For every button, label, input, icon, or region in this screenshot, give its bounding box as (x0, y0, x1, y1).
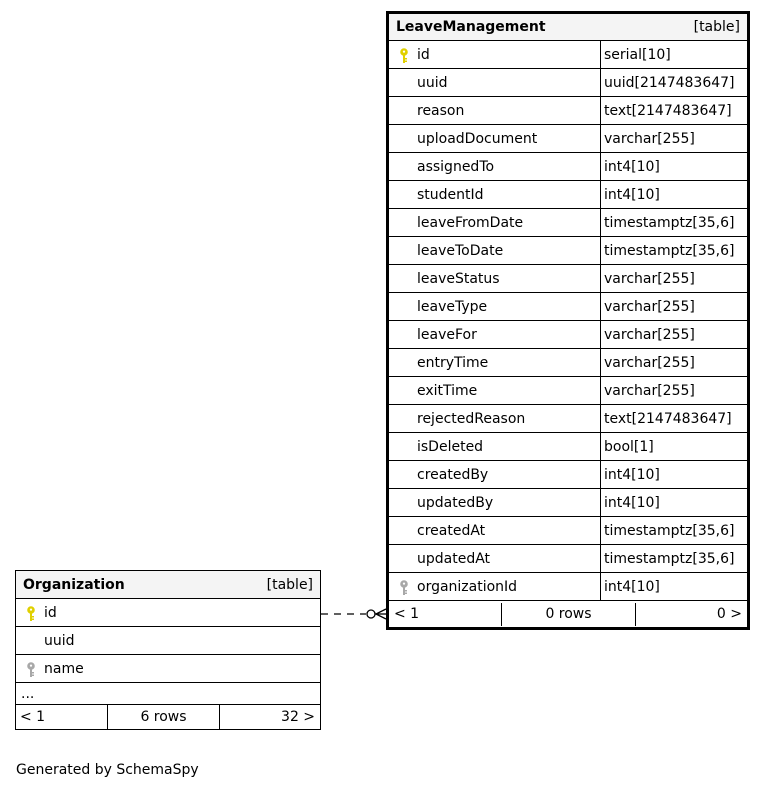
column-name-cell (388, 97, 601, 125)
column-name: createdBy (417, 466, 489, 483)
table-kind: [table] (266, 576, 314, 593)
column-name: updatedAt (417, 550, 491, 567)
column-name-cell (388, 405, 601, 433)
column-type: timestamptz[35,6] (601, 517, 749, 545)
row-count: 0 rows (502, 603, 636, 626)
column-type: varchar[255] (601, 321, 749, 349)
parents-link[interactable]: < 1 (16, 705, 108, 730)
column-name: exitTime (417, 382, 478, 399)
column-type: timestamptz[35,6] (601, 209, 749, 237)
leave-management-table (386, 11, 750, 630)
more-columns-row (16, 683, 321, 705)
primary-key-icon (399, 48, 409, 64)
foreign-key-icon (399, 580, 409, 596)
table-name[interactable]: LeaveManagement (396, 19, 546, 35)
column-name: uuid (44, 632, 75, 649)
column-name: leaveFor (417, 326, 477, 343)
column-name-cell (388, 153, 601, 181)
column-name-cell (16, 599, 321, 627)
column-row[interactable] (388, 97, 749, 125)
column-name-cell (388, 181, 601, 209)
column-row[interactable] (388, 349, 749, 377)
row-count: 6 rows (108, 705, 220, 730)
footer-cell (388, 601, 749, 629)
column-row[interactable] (16, 655, 321, 683)
table-header (388, 13, 749, 41)
column-row[interactable] (388, 573, 749, 601)
generated-by-label: Generated by SchemaSpy (16, 762, 199, 778)
column-name-cell (388, 125, 601, 153)
column-name: entryTime (417, 354, 489, 371)
more-columns-ellipsis: ... (16, 683, 321, 705)
column-row[interactable] (388, 265, 749, 293)
column-name-cell (388, 517, 601, 545)
column-type: timestamptz[35,6] (601, 237, 749, 265)
column-row[interactable] (16, 599, 321, 627)
column-type: serial[10] (601, 41, 749, 69)
column-name-cell (388, 349, 601, 377)
column-name-cell (388, 41, 601, 69)
column-name-cell (388, 293, 601, 321)
column-name: uuid (417, 74, 448, 91)
column-row[interactable] (388, 41, 749, 69)
column-name: uploadDocument (417, 130, 538, 147)
column-name: organizationId (417, 578, 518, 595)
column-name-cell (388, 265, 601, 293)
column-row[interactable] (388, 545, 749, 573)
column-name: id (44, 604, 57, 621)
column-row[interactable] (388, 461, 749, 489)
column-name: assignedTo (417, 158, 495, 175)
column-name: leaveStatus (417, 270, 500, 287)
column-row[interactable] (388, 69, 749, 97)
table-kind: [table] (693, 19, 740, 35)
column-name-cell (16, 655, 321, 683)
column-name-cell (388, 433, 601, 461)
column-type: int4[10] (601, 461, 749, 489)
column-row[interactable] (16, 627, 321, 655)
table-name[interactable]: Organization (23, 576, 125, 593)
column-row[interactable] (388, 237, 749, 265)
column-name: leaveType (417, 298, 488, 315)
column-row[interactable] (388, 125, 749, 153)
column-name-cell (388, 461, 601, 489)
column-row[interactable] (388, 293, 749, 321)
column-type: text[2147483647] (601, 405, 749, 433)
organization-table (15, 570, 321, 730)
column-type: text[2147483647] (601, 97, 749, 125)
column-name-cell (16, 627, 321, 655)
column-row[interactable] (388, 377, 749, 405)
column-row[interactable] (388, 153, 749, 181)
column-row[interactable] (388, 489, 749, 517)
column-type: int4[10] (601, 181, 749, 209)
column-row[interactable] (388, 321, 749, 349)
foreign-key-icon (26, 662, 36, 678)
primary-key-icon (26, 606, 36, 622)
column-name-cell (388, 545, 601, 573)
column-type: varchar[255] (601, 125, 749, 153)
column-name-cell (388, 209, 601, 237)
column-name-cell (388, 377, 601, 405)
column-type: int4[10] (601, 573, 749, 601)
column-type: int4[10] (601, 489, 749, 517)
column-row[interactable] (388, 181, 749, 209)
column-row[interactable] (388, 405, 749, 433)
column-name: reason (417, 102, 465, 119)
column-type: varchar[255] (601, 349, 749, 377)
column-name: leaveFromDate (417, 214, 524, 231)
column-name: isDeleted (417, 438, 484, 455)
column-type: bool[1] (601, 433, 749, 461)
column-name-cell (388, 237, 601, 265)
column-name-cell (388, 489, 601, 517)
column-name: leaveToDate (417, 242, 504, 259)
children-link[interactable]: 32 > (220, 705, 321, 730)
table-footer (16, 705, 321, 730)
column-type: int4[10] (601, 153, 749, 181)
column-name-cell (388, 69, 601, 97)
table-header (16, 571, 321, 599)
column-name-cell (388, 573, 601, 601)
column-row[interactable] (388, 517, 749, 545)
table-footer (388, 601, 749, 629)
column-name: studentId (417, 186, 484, 203)
column-type: varchar[255] (601, 293, 749, 321)
column-name: rejectedReason (417, 410, 526, 427)
column-name: createdAt (417, 522, 486, 539)
column-type: varchar[255] (601, 377, 749, 405)
column-type: varchar[255] (601, 265, 749, 293)
column-row[interactable] (388, 433, 749, 461)
column-name-cell (388, 321, 601, 349)
column-type: uuid[2147483647] (601, 69, 749, 97)
column-row[interactable] (388, 209, 749, 237)
column-name: updatedBy (417, 494, 494, 511)
children-link[interactable]: 0 > (716, 605, 742, 622)
column-name: name (44, 660, 84, 677)
parents-link[interactable]: < 1 (389, 603, 502, 626)
column-type: timestamptz[35,6] (601, 545, 749, 573)
column-name: id (417, 46, 430, 63)
